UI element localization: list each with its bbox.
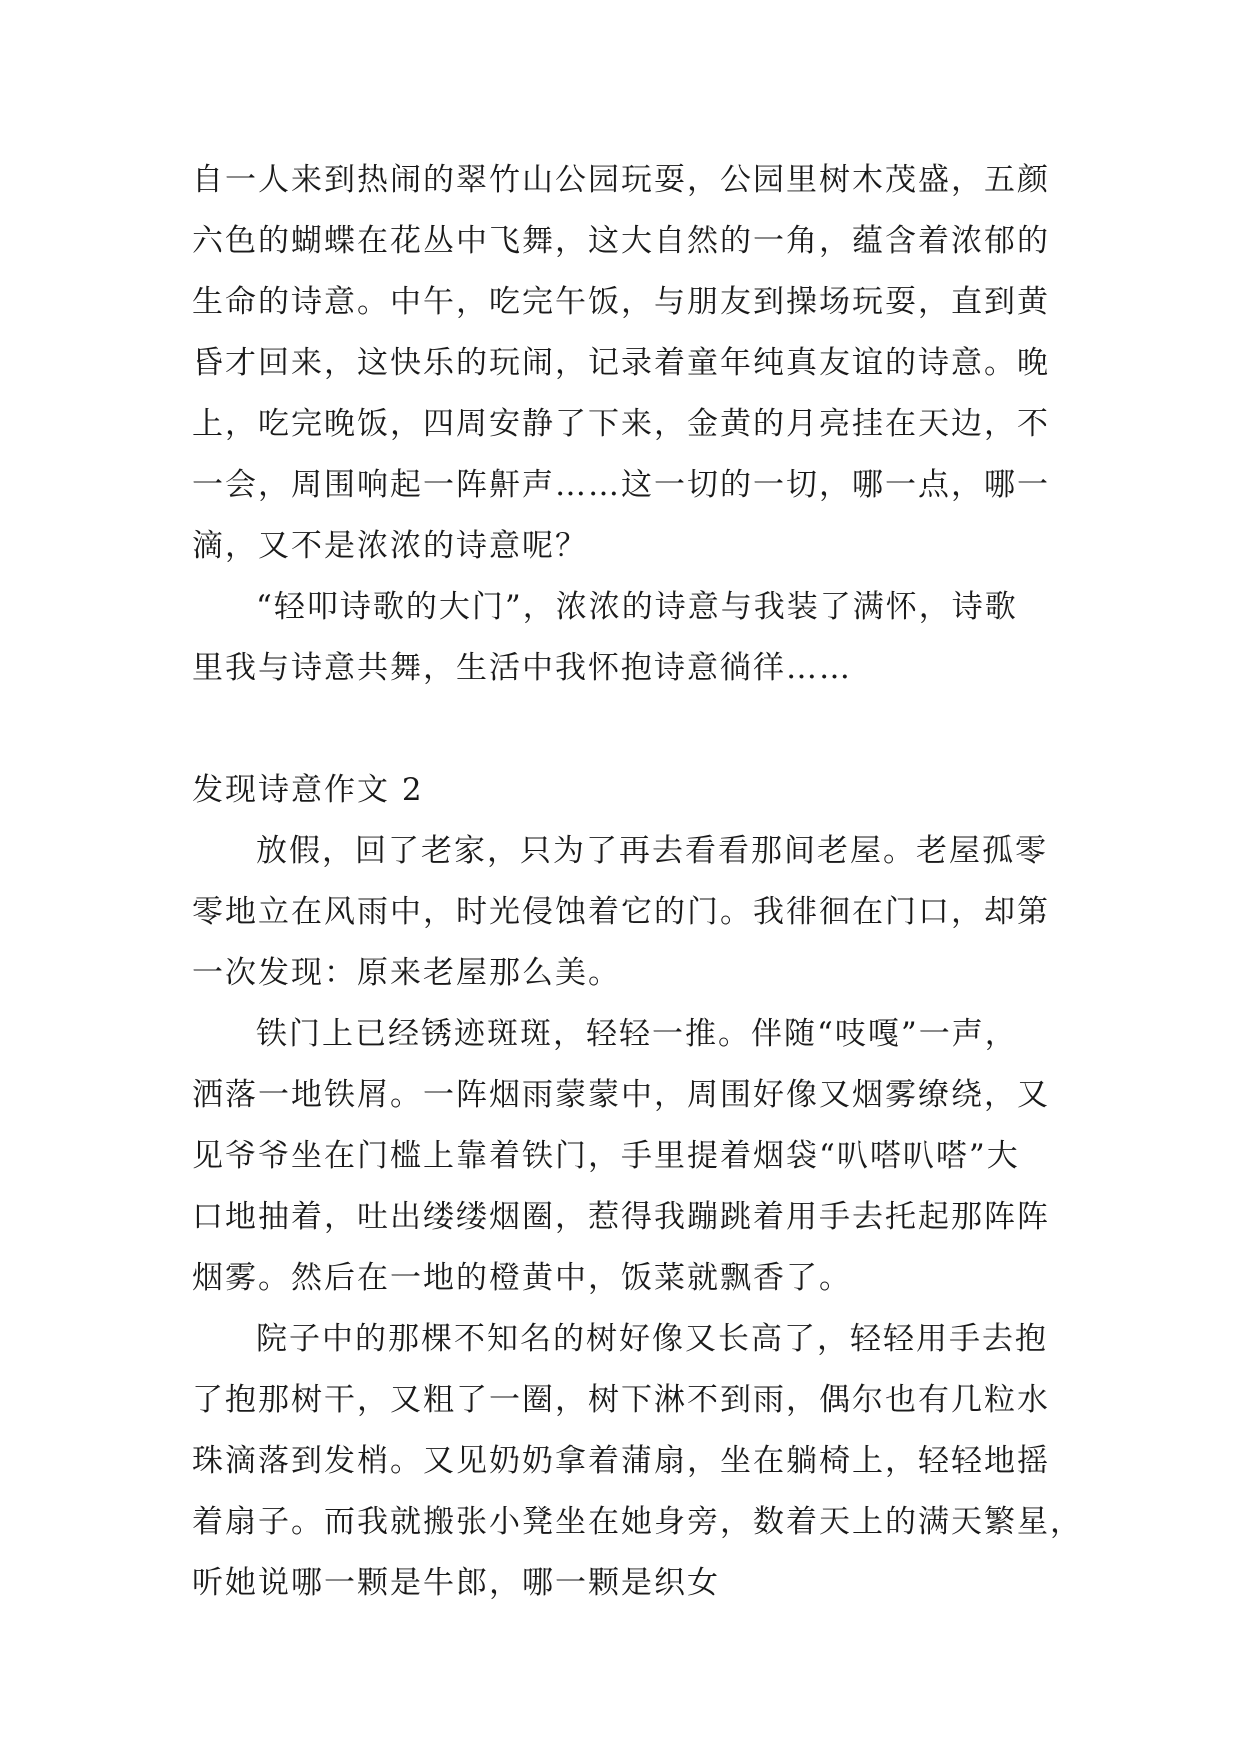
paragraph — [192, 1309, 1083, 1614]
text-line: 铁门上已经锈迹斑斑，轻轻一推。伴随“吱嘎”一声， — [256, 1016, 1018, 1052]
text-line: 见爷爷坐在门槛上靠着铁门，手里提着烟袋“叭嗒叭嗒”大 — [192, 1138, 1020, 1174]
text-line: 着扇子。而我就搬张小凳坐在她身旁，数着天上的满天繁星， — [192, 1504, 1083, 1540]
section-gap — [192, 699, 1062, 760]
text-line: 听她说哪一颗是牛郎，哪一颗是织女 — [192, 1565, 720, 1601]
text-line: 院子中的那棵不知名的树好像又长高了，轻轻用手去抱 — [256, 1321, 1048, 1357]
paragraph-closing — [192, 577, 1062, 699]
paragraph-continued — [192, 150, 1062, 577]
text-line: 六色的蝴蝶在花丛中飞舞，这大自然的一角，蕴含着浓郁的 — [192, 223, 1050, 259]
text-line: “轻叩诗歌的大门”，浓浓的诗意与我装了满怀，诗歌 — [256, 589, 1018, 625]
text-line: 零地立在风雨中，时光侵蚀着它的门。我徘徊在门口，却第 — [192, 894, 1050, 930]
text-line: 口地抽着，吐出缕缕烟圈，惹得我蹦跳着用手去托起那阵阵 — [192, 1199, 1050, 1235]
text-line: 了抱那树干，又粗了一圈，树下淋不到雨，偶尔也有几粒水 — [192, 1382, 1050, 1418]
paragraph — [192, 821, 1062, 1004]
document-page — [192, 150, 1083, 1614]
text-line: 放假，回了老家，只为了再去看看那间老屋。老屋孤零 — [256, 833, 1048, 869]
text-line: 珠滴落到发梢。又见奶奶拿着蒲扇，坐在躺椅上，轻轻地摇 — [192, 1443, 1050, 1479]
text-line: 昏才回来，这快乐的玩闹，记录着童年纯真友谊的诗意。晚 — [192, 345, 1050, 381]
text-line: 一次发现：原来老屋那么美。 — [192, 955, 621, 991]
text-line: 自一人来到热闹的翠竹山公园玩耍，公园里树木茂盛，五颜 — [192, 162, 1050, 198]
text-line: 里我与诗意共舞，生活中我怀抱诗意徜徉…… — [192, 650, 852, 686]
text-line: 生命的诗意。中午，吃完午饭，与朋友到操场玩耍，直到黄 — [192, 284, 1050, 320]
text-line: 烟雾。然后在一地的橙黄中，饭菜就飘香了。 — [192, 1260, 852, 1296]
section-title: 发现诗意作文 2 — [192, 772, 424, 808]
text-line: 滴，又不是浓浓的诗意呢？ — [192, 528, 588, 564]
text-line: 一会，周围响起一阵鼾声……这一切的一切，哪一点，哪一 — [192, 467, 1050, 503]
text-line: 洒落一地铁屑。一阵烟雨蒙蒙中，周围好像又烟雾缭绕，又 — [192, 1077, 1050, 1113]
paragraph — [192, 1004, 1062, 1309]
text-line: 上，吃完晚饭，四周安静了下来，金黄的月亮挂在天边，不 — [192, 406, 1050, 442]
